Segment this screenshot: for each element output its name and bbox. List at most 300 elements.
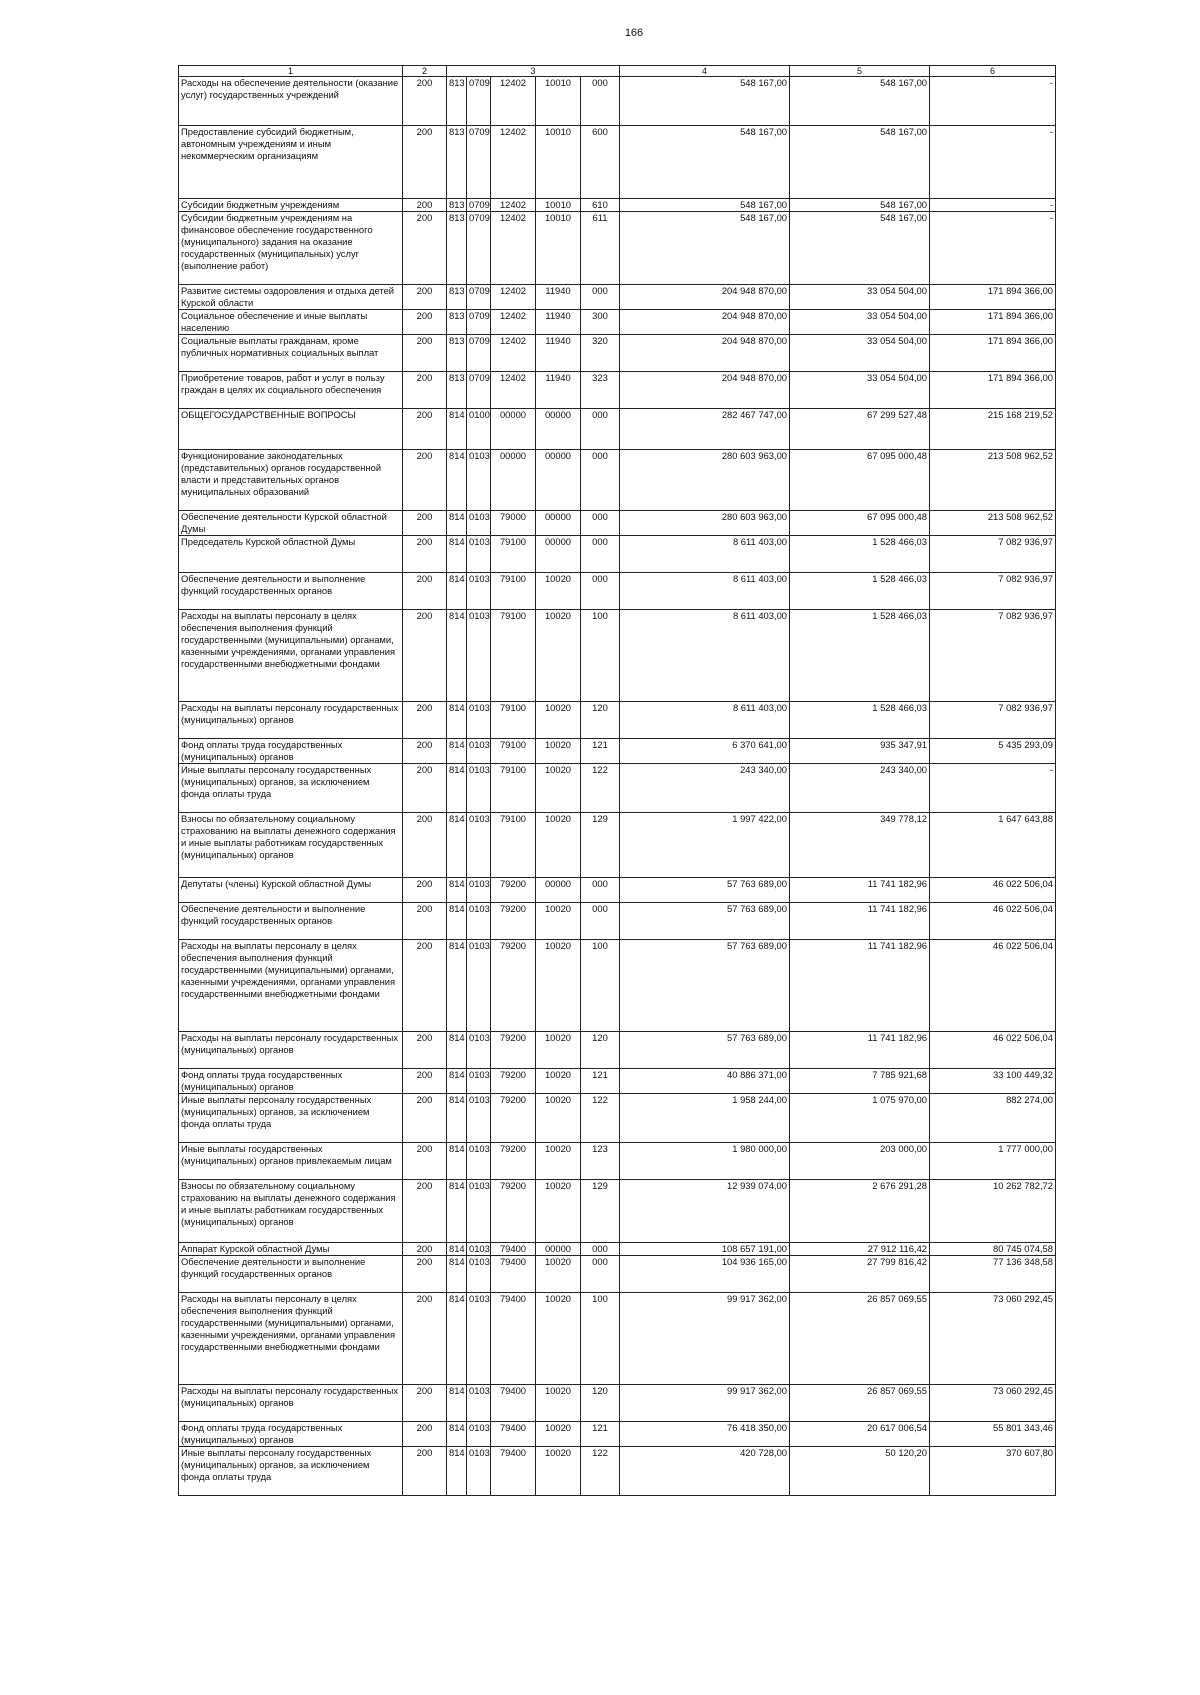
amount-remainder: 171 894 366,00 bbox=[930, 335, 1056, 372]
code-section: 0103 bbox=[467, 1032, 491, 1069]
table-row bbox=[179, 1094, 1056, 1143]
code-glava: 814 bbox=[447, 1243, 467, 1256]
code-vr: 100 bbox=[581, 610, 620, 702]
code-rzpr: 200 bbox=[403, 1032, 447, 1069]
code-direction: 00000 bbox=[536, 450, 581, 511]
amount-remainder: 77 136 348,58 bbox=[930, 1256, 1056, 1293]
code-vr: 300 bbox=[581, 310, 620, 335]
code-program: 12402 bbox=[491, 372, 536, 409]
code-direction: 10020 bbox=[536, 1385, 581, 1422]
row-name: Обеспечение деятельности и выполнение функций государственных органов bbox=[179, 1256, 403, 1293]
code-section: 0103 bbox=[467, 1447, 491, 1496]
code-vr: 323 bbox=[581, 372, 620, 409]
code-rzpr: 200 bbox=[403, 450, 447, 511]
code-direction: 10020 bbox=[536, 1422, 581, 1447]
code-direction: 10010 bbox=[536, 199, 581, 212]
amount-executed: 33 054 504,00 bbox=[790, 335, 930, 372]
amount-remainder: 171 894 366,00 bbox=[930, 372, 1056, 409]
code-vr: 000 bbox=[581, 450, 620, 511]
code-rzpr: 200 bbox=[403, 310, 447, 335]
code-glava: 814 bbox=[447, 1180, 467, 1243]
code-direction: 10010 bbox=[536, 212, 581, 285]
code-section: 0103 bbox=[467, 739, 491, 764]
table-row bbox=[179, 310, 1056, 335]
amount-plan: 243 340,00 bbox=[620, 764, 790, 813]
code-section: 0709 bbox=[467, 335, 491, 372]
table-row bbox=[179, 372, 1056, 409]
amount-executed: 67 095 000,48 bbox=[790, 450, 930, 511]
amount-executed: 203 000,00 bbox=[790, 1143, 930, 1180]
code-section: 0709 bbox=[467, 310, 491, 335]
code-section: 0103 bbox=[467, 1422, 491, 1447]
amount-executed: 243 340,00 bbox=[790, 764, 930, 813]
code-section: 0103 bbox=[467, 878, 491, 903]
code-section: 0103 bbox=[467, 1143, 491, 1180]
code-program: 12402 bbox=[491, 77, 536, 126]
amount-executed: 1 528 466,03 bbox=[790, 573, 930, 610]
amount-remainder: 7 082 936,97 bbox=[930, 536, 1056, 573]
code-section: 0103 bbox=[467, 1256, 491, 1293]
code-vr: 000 bbox=[581, 573, 620, 610]
code-rzpr: 200 bbox=[403, 212, 447, 285]
code-direction: 11940 bbox=[536, 285, 581, 310]
row-name: Приобретение товаров, работ и услуг в пользу граждан в целях их социального обеспечения bbox=[179, 372, 403, 409]
row-name: Взносы по обязательному социальному страхованию на выплаты денежного содержания и иные выплаты работникам государственных (муниципальных) органов bbox=[179, 1180, 403, 1243]
code-section: 0103 bbox=[467, 702, 491, 739]
amount-executed: 11 741 182,96 bbox=[790, 903, 930, 940]
code-direction: 11940 bbox=[536, 372, 581, 409]
row-name: Обеспечение деятельности и выполнение функций государственных органов bbox=[179, 903, 403, 940]
header-col-4: 4 bbox=[620, 66, 790, 77]
row-name: Расходы на выплаты персоналу государственных (муниципальных) органов bbox=[179, 1032, 403, 1069]
code-direction: 00000 bbox=[536, 536, 581, 573]
code-rzpr: 200 bbox=[403, 1243, 447, 1256]
table-row bbox=[179, 511, 1056, 536]
code-section: 0709 bbox=[467, 126, 491, 199]
code-glava: 813 bbox=[447, 77, 467, 126]
row-name: Расходы на выплаты персоналу в целях обеспечения выполнения функций государственными (муниципальными) органами, казенными учреждениями, органами управления государственными внебюджетными фондами bbox=[179, 940, 403, 1032]
code-rzpr: 200 bbox=[403, 77, 447, 126]
code-program: 12402 bbox=[491, 126, 536, 199]
table-row bbox=[179, 813, 1056, 878]
code-glava: 814 bbox=[447, 511, 467, 536]
code-rzpr: 200 bbox=[403, 764, 447, 813]
code-program: 00000 bbox=[491, 409, 536, 450]
amount-remainder: 73 060 292,45 bbox=[930, 1385, 1056, 1422]
amount-remainder: 7 082 936,97 bbox=[930, 610, 1056, 702]
table-row bbox=[179, 1143, 1056, 1180]
code-program: 79200 bbox=[491, 1143, 536, 1180]
code-rzpr: 200 bbox=[403, 739, 447, 764]
code-section: 0103 bbox=[467, 1293, 491, 1385]
amount-plan: 57 763 689,00 bbox=[620, 940, 790, 1032]
table-row bbox=[179, 1069, 1056, 1094]
amount-remainder: 7 082 936,97 bbox=[930, 702, 1056, 739]
code-section: 0103 bbox=[467, 1069, 491, 1094]
amount-executed: 50 120,20 bbox=[790, 1447, 930, 1496]
code-section: 0709 bbox=[467, 77, 491, 126]
code-rzpr: 200 bbox=[403, 1180, 447, 1243]
amount-executed: 33 054 504,00 bbox=[790, 372, 930, 409]
amount-plan: 8 611 403,00 bbox=[620, 610, 790, 702]
code-section: 0103 bbox=[467, 511, 491, 536]
table-row bbox=[179, 1243, 1056, 1256]
amount-executed: 1 075 970,00 bbox=[790, 1094, 930, 1143]
row-name: Субсидии бюджетным учреждениям bbox=[179, 199, 403, 212]
amount-remainder: 213 508 962,52 bbox=[930, 450, 1056, 511]
row-name: Председатель Курской областной Думы bbox=[179, 536, 403, 573]
code-section: 0103 bbox=[467, 1094, 491, 1143]
amount-remainder: 46 022 506,04 bbox=[930, 940, 1056, 1032]
row-name: Социальные выплаты гражданам, кроме публичных нормативных социальных выплат bbox=[179, 335, 403, 372]
code-glava: 814 bbox=[447, 1293, 467, 1385]
amount-executed: 548 167,00 bbox=[790, 126, 930, 199]
amount-executed: 1 528 466,03 bbox=[790, 610, 930, 702]
code-direction: 10020 bbox=[536, 610, 581, 702]
row-name: Иные выплаты персоналу государственных (муниципальных) органов, за исключением фонда оплаты труда bbox=[179, 764, 403, 813]
code-glava: 814 bbox=[447, 450, 467, 511]
table-row bbox=[179, 1422, 1056, 1447]
row-name: Расходы на выплаты персоналу государственных (муниципальных) органов bbox=[179, 1385, 403, 1422]
code-program: 79100 bbox=[491, 764, 536, 813]
code-vr: 100 bbox=[581, 940, 620, 1032]
code-vr: 000 bbox=[581, 1243, 620, 1256]
amount-plan: 57 763 689,00 bbox=[620, 903, 790, 940]
amount-executed: 935 347,91 bbox=[790, 739, 930, 764]
amount-remainder: 10 262 782,72 bbox=[930, 1180, 1056, 1243]
code-direction: 10020 bbox=[536, 702, 581, 739]
code-program: 12402 bbox=[491, 285, 536, 310]
amount-executed: 33 054 504,00 bbox=[790, 310, 930, 335]
amount-plan: 57 763 689,00 bbox=[620, 878, 790, 903]
row-name: Депутаты (члены) Курской областной Думы bbox=[179, 878, 403, 903]
table-row bbox=[179, 610, 1056, 702]
amount-plan: 548 167,00 bbox=[620, 212, 790, 285]
code-glava: 814 bbox=[447, 1256, 467, 1293]
code-direction: 10020 bbox=[536, 813, 581, 878]
amount-remainder: 1 777 000,00 bbox=[930, 1143, 1056, 1180]
code-rzpr: 200 bbox=[403, 199, 447, 212]
code-rzpr: 200 bbox=[403, 372, 447, 409]
table-row bbox=[179, 536, 1056, 573]
code-glava: 814 bbox=[447, 409, 467, 450]
amount-plan: 204 948 870,00 bbox=[620, 310, 790, 335]
code-program: 79100 bbox=[491, 813, 536, 878]
table-row bbox=[179, 878, 1056, 903]
row-name: Предоставление субсидий бюджетным, автономным учреждениям и иным некоммерческим организациям bbox=[179, 126, 403, 199]
code-vr: 121 bbox=[581, 1069, 620, 1094]
code-program: 79100 bbox=[491, 610, 536, 702]
code-rzpr: 200 bbox=[403, 1385, 447, 1422]
code-direction: 10020 bbox=[536, 1180, 581, 1243]
amount-plan: 548 167,00 bbox=[620, 199, 790, 212]
code-glava: 814 bbox=[447, 573, 467, 610]
code-section: 0103 bbox=[467, 813, 491, 878]
amount-executed: 27 799 816,42 bbox=[790, 1256, 930, 1293]
code-glava: 814 bbox=[447, 764, 467, 813]
code-vr: 121 bbox=[581, 739, 620, 764]
code-vr: 120 bbox=[581, 1385, 620, 1422]
code-rzpr: 200 bbox=[403, 702, 447, 739]
row-name: Иные выплаты государственных (муниципальных) органов привлекаемым лицам bbox=[179, 1143, 403, 1180]
amount-plan: 12 939 074,00 bbox=[620, 1180, 790, 1243]
code-program: 79200 bbox=[491, 940, 536, 1032]
code-program: 79400 bbox=[491, 1256, 536, 1293]
code-program: 79100 bbox=[491, 536, 536, 573]
table-row bbox=[179, 702, 1056, 739]
table-row bbox=[179, 1385, 1056, 1422]
amount-executed: 26 857 069,55 bbox=[790, 1293, 930, 1385]
code-direction: 10020 bbox=[536, 1256, 581, 1293]
amount-plan: 99 917 362,00 bbox=[620, 1293, 790, 1385]
row-name: Иные выплаты персоналу государственных (муниципальных) органов, за исключением фонда оплаты труда bbox=[179, 1094, 403, 1143]
code-rzpr: 200 bbox=[403, 813, 447, 878]
code-vr: 129 bbox=[581, 1180, 620, 1243]
amount-remainder: - bbox=[930, 77, 1056, 126]
code-glava: 814 bbox=[447, 1032, 467, 1069]
code-direction: 00000 bbox=[536, 409, 581, 450]
amount-plan: 548 167,00 bbox=[620, 77, 790, 126]
code-vr: 000 bbox=[581, 77, 620, 126]
row-name: Иные выплаты персоналу государственных (муниципальных) органов, за исключением фонда оплаты труда bbox=[179, 1447, 403, 1496]
code-glava: 813 bbox=[447, 126, 467, 199]
row-name: Фонд оплаты труда государственных (муниципальных) органов bbox=[179, 1422, 403, 1447]
code-vr: 100 bbox=[581, 1293, 620, 1385]
code-vr: 610 bbox=[581, 199, 620, 212]
code-section: 0103 bbox=[467, 1180, 491, 1243]
code-rzpr: 200 bbox=[403, 1447, 447, 1496]
table-row bbox=[179, 940, 1056, 1032]
code-program: 79200 bbox=[491, 1069, 536, 1094]
code-section: 0103 bbox=[467, 536, 491, 573]
amount-plan: 8 611 403,00 bbox=[620, 536, 790, 573]
code-glava: 814 bbox=[447, 903, 467, 940]
code-direction: 10020 bbox=[536, 739, 581, 764]
table-row bbox=[179, 199, 1056, 212]
amount-executed: 1 528 466,03 bbox=[790, 702, 930, 739]
code-program: 79400 bbox=[491, 1243, 536, 1256]
amount-plan: 420 728,00 bbox=[620, 1447, 790, 1496]
code-vr: 000 bbox=[581, 511, 620, 536]
code-vr: 123 bbox=[581, 1143, 620, 1180]
code-rzpr: 200 bbox=[403, 511, 447, 536]
amount-remainder: 370 607,80 bbox=[930, 1447, 1056, 1496]
code-vr: 000 bbox=[581, 1256, 620, 1293]
code-rzpr: 200 bbox=[403, 285, 447, 310]
amount-plan: 280 603 963,00 bbox=[620, 511, 790, 536]
code-vr: 000 bbox=[581, 878, 620, 903]
code-rzpr: 200 bbox=[403, 1256, 447, 1293]
code-rzpr: 200 bbox=[403, 903, 447, 940]
header-col-3: 3 bbox=[447, 66, 620, 77]
row-name: Расходы на выплаты персоналу в целях обеспечения выполнения функций государственными (муниципальными) органами, казенными учреждениями, органами управления государственными внебюджетными фондами bbox=[179, 1293, 403, 1385]
amount-executed: 7 785 921,68 bbox=[790, 1069, 930, 1094]
amount-remainder: - bbox=[930, 764, 1056, 813]
header-col-5: 5 bbox=[790, 66, 930, 77]
amount-executed: 33 054 504,00 bbox=[790, 285, 930, 310]
amount-plan: 108 657 191,00 bbox=[620, 1243, 790, 1256]
code-program: 12402 bbox=[491, 335, 536, 372]
budget-table bbox=[178, 65, 1056, 1496]
code-glava: 814 bbox=[447, 1422, 467, 1447]
code-section: 0103 bbox=[467, 1243, 491, 1256]
code-vr: 611 bbox=[581, 212, 620, 285]
amount-executed: 11 741 182,96 bbox=[790, 940, 930, 1032]
code-rzpr: 200 bbox=[403, 1143, 447, 1180]
code-rzpr: 200 bbox=[403, 1293, 447, 1385]
code-program: 79400 bbox=[491, 1385, 536, 1422]
table-row bbox=[179, 409, 1056, 450]
row-name: Функционирование законодательных (представительных) органов государственной власти и представительных органов муниципальных образований bbox=[179, 450, 403, 511]
code-rzpr: 200 bbox=[403, 536, 447, 573]
code-direction: 11940 bbox=[536, 310, 581, 335]
amount-plan: 6 370 641,00 bbox=[620, 739, 790, 764]
amount-plan: 204 948 870,00 bbox=[620, 335, 790, 372]
code-glava: 814 bbox=[447, 610, 467, 702]
table-row bbox=[179, 764, 1056, 813]
code-glava: 814 bbox=[447, 536, 467, 573]
code-section: 0709 bbox=[467, 212, 491, 285]
row-name: Расходы на обеспечение деятельности (оказание услуг) государственных учреждений bbox=[179, 77, 403, 126]
amount-remainder: 73 060 292,45 bbox=[930, 1293, 1056, 1385]
code-vr: 121 bbox=[581, 1422, 620, 1447]
code-program: 79200 bbox=[491, 1180, 536, 1243]
amount-plan: 104 936 165,00 bbox=[620, 1256, 790, 1293]
amount-executed: 67 095 000,48 bbox=[790, 511, 930, 536]
amount-remainder: 46 022 506,04 bbox=[930, 1032, 1056, 1069]
code-vr: 600 bbox=[581, 126, 620, 199]
code-direction: 10010 bbox=[536, 126, 581, 199]
code-vr: 000 bbox=[581, 903, 620, 940]
code-glava: 814 bbox=[447, 813, 467, 878]
code-glava: 814 bbox=[447, 1447, 467, 1496]
amount-remainder: 46 022 506,04 bbox=[930, 903, 1056, 940]
code-glava: 814 bbox=[447, 739, 467, 764]
amount-plan: 280 603 963,00 bbox=[620, 450, 790, 511]
amount-plan: 204 948 870,00 bbox=[620, 372, 790, 409]
amount-remainder: 80 745 074,58 bbox=[930, 1243, 1056, 1256]
code-direction: 00000 bbox=[536, 511, 581, 536]
code-section: 0100 bbox=[467, 409, 491, 450]
code-glava: 814 bbox=[447, 702, 467, 739]
code-section: 0103 bbox=[467, 903, 491, 940]
amount-plan: 1 980 000,00 bbox=[620, 1143, 790, 1180]
code-glava: 814 bbox=[447, 940, 467, 1032]
code-glava: 813 bbox=[447, 372, 467, 409]
code-section: 0709 bbox=[467, 372, 491, 409]
row-name: Обеспечение деятельности и выполнение функций государственных органов bbox=[179, 573, 403, 610]
code-program: 79400 bbox=[491, 1293, 536, 1385]
code-vr: 129 bbox=[581, 813, 620, 878]
code-glava: 814 bbox=[447, 1385, 467, 1422]
code-direction: 10020 bbox=[536, 1293, 581, 1385]
page-number: 166 bbox=[624, 27, 644, 39]
table-row bbox=[179, 126, 1056, 199]
row-name: Обеспечение деятельности Курской областной Думы bbox=[179, 511, 403, 536]
amount-remainder: - bbox=[930, 199, 1056, 212]
code-direction: 10020 bbox=[536, 903, 581, 940]
table-row bbox=[179, 335, 1056, 372]
amount-executed: 2 676 291,28 bbox=[790, 1180, 930, 1243]
code-program: 79100 bbox=[491, 702, 536, 739]
table-row bbox=[179, 1032, 1056, 1069]
code-program: 79200 bbox=[491, 1094, 536, 1143]
amount-plan: 99 917 362,00 bbox=[620, 1385, 790, 1422]
code-program: 12402 bbox=[491, 199, 536, 212]
code-direction: 00000 bbox=[536, 878, 581, 903]
code-rzpr: 200 bbox=[403, 878, 447, 903]
amount-remainder: 882 274,00 bbox=[930, 1094, 1056, 1143]
code-program: 79100 bbox=[491, 573, 536, 610]
header-col-6: 6 bbox=[930, 66, 1056, 77]
code-glava: 813 bbox=[447, 335, 467, 372]
amount-plan: 8 611 403,00 bbox=[620, 573, 790, 610]
code-vr: 122 bbox=[581, 764, 620, 813]
amount-remainder: 171 894 366,00 bbox=[930, 310, 1056, 335]
code-direction: 10020 bbox=[536, 1094, 581, 1143]
amount-remainder: 46 022 506,04 bbox=[930, 878, 1056, 903]
table-row bbox=[179, 1256, 1056, 1293]
amount-plan: 40 886 371,00 bbox=[620, 1069, 790, 1094]
table-row bbox=[179, 739, 1056, 764]
amount-executed: 11 741 182,96 bbox=[790, 878, 930, 903]
row-name: Аппарат Курской областной Думы bbox=[179, 1243, 403, 1256]
amount-remainder: 5 435 293,09 bbox=[930, 739, 1056, 764]
code-direction: 10020 bbox=[536, 1069, 581, 1094]
code-glava: 813 bbox=[447, 285, 467, 310]
row-name: Расходы на выплаты персоналу государственных (муниципальных) органов bbox=[179, 702, 403, 739]
amount-remainder: - bbox=[930, 126, 1056, 199]
amount-plan: 1 958 244,00 bbox=[620, 1094, 790, 1143]
amount-executed: 11 741 182,96 bbox=[790, 1032, 930, 1069]
header-col-1: 1 bbox=[179, 66, 403, 77]
amount-executed: 349 778,12 bbox=[790, 813, 930, 878]
code-vr: 000 bbox=[581, 536, 620, 573]
amount-remainder: 33 100 449,32 bbox=[930, 1069, 1056, 1094]
code-direction: 10020 bbox=[536, 573, 581, 610]
code-glava: 813 bbox=[447, 310, 467, 335]
table-row bbox=[179, 1447, 1056, 1496]
amount-plan: 8 611 403,00 bbox=[620, 702, 790, 739]
row-name: Расходы на выплаты персоналу в целях обеспечения выполнения функций государственными (муниципальными) органами, казенными учреждениями, органами управления государственными внебюджетными фондами bbox=[179, 610, 403, 702]
code-vr: 120 bbox=[581, 1032, 620, 1069]
amount-executed: 20 617 006,54 bbox=[790, 1422, 930, 1447]
code-direction: 10010 bbox=[536, 77, 581, 126]
code-rzpr: 200 bbox=[403, 573, 447, 610]
table-header-row bbox=[179, 66, 1056, 77]
amount-plan: 1 997 422,00 bbox=[620, 813, 790, 878]
table-row bbox=[179, 1293, 1056, 1385]
code-section: 0103 bbox=[467, 940, 491, 1032]
code-rzpr: 200 bbox=[403, 1094, 447, 1143]
amount-executed: 548 167,00 bbox=[790, 199, 930, 212]
code-section: 0103 bbox=[467, 450, 491, 511]
code-glava: 813 bbox=[447, 199, 467, 212]
row-name: Социальное обеспечение и иные выплаты населению bbox=[179, 310, 403, 335]
code-glava: 814 bbox=[447, 878, 467, 903]
amount-executed: 548 167,00 bbox=[790, 77, 930, 126]
header-col-2: 2 bbox=[403, 66, 447, 77]
row-name: Субсидии бюджетным учреждениям на финансовое обеспечение государственного (муниципального) задания на оказание государственных (муниципальных) услуг (выполнение работ) bbox=[179, 212, 403, 285]
code-direction: 10020 bbox=[536, 764, 581, 813]
amount-executed: 1 528 466,03 bbox=[790, 536, 930, 573]
amount-plan: 548 167,00 bbox=[620, 126, 790, 199]
code-vr: 120 bbox=[581, 702, 620, 739]
amount-plan: 57 763 689,00 bbox=[620, 1032, 790, 1069]
row-name: Фонд оплаты труда государственных (муниципальных) органов bbox=[179, 1069, 403, 1094]
code-vr: 000 bbox=[581, 285, 620, 310]
code-vr: 000 bbox=[581, 409, 620, 450]
